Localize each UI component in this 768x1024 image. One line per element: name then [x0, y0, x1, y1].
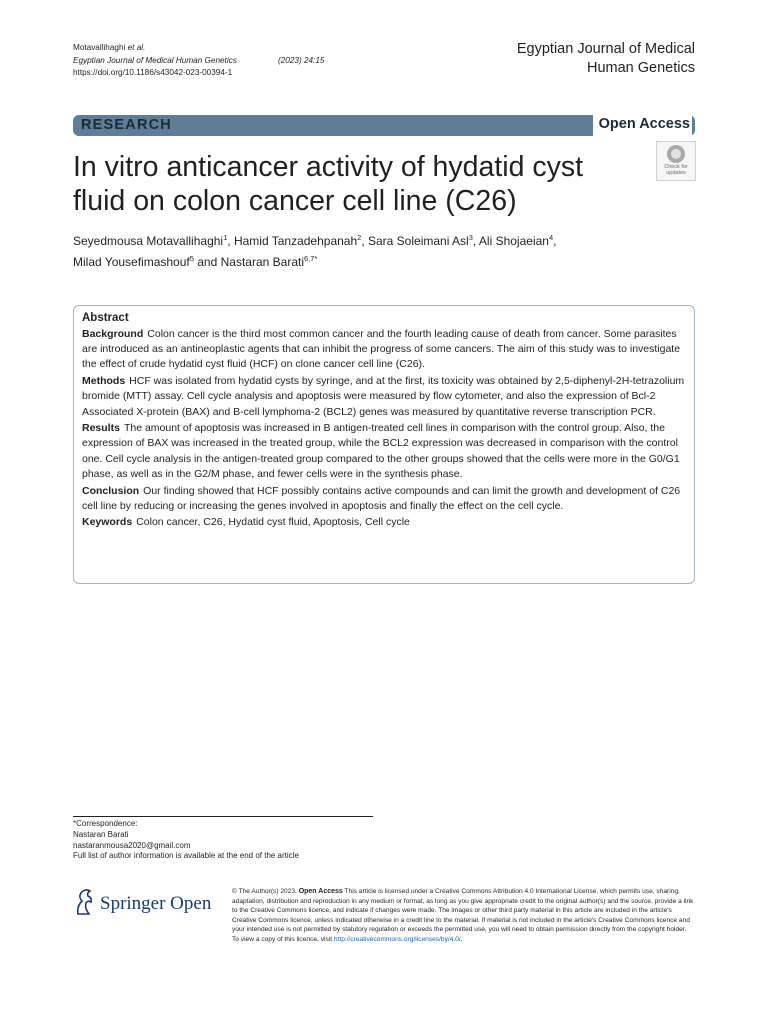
springer-horse-icon: [73, 888, 95, 916]
citation-doi[interactable]: https://doi.org/10.1186/s43042-023-00394-1: [73, 68, 233, 77]
abstract-heading: Abstract: [82, 312, 129, 324]
abstract-box: [73, 305, 695, 584]
article-type-banner: [73, 115, 695, 136]
abstract-conclusion: Conclusion Our finding showed that HCF possibly contains active compounds and can limit the growth and development of C26 cell line by reducing or increasing the genes involved in apoptosis and finally the effect on the cell cycle.: [82, 484, 681, 512]
correspondence-block: *Correspondence: Nastaran Barati nastaranmousa2020@gmail.com Full list of author information is available at the end of the article: [73, 819, 299, 861]
license-text: © The Author(s) 2023. Open Access This article is licensed under a Creative Commons Attribution 4.0 International License, which permits use, sharing, adaptation, distribution and reproduction in any medium or format, as long as you give appropriate credit to the original author(s) and the source, provide a link to the Creative Commons licence, and indicate if changes were made. The images or other third party material in this article are included in the article's Creative Commons licence, unless indicated otherwise in a credit line to the material. If material is not included in the article's Creative Commons licence and your intended use is not permitted by statutory regulation or exceeds the permitted use, you will need to obtain permission directly from the copyright holder. To view a copy of this licence, visit http://creativecommons.org/licenses/by/4.0/.: [232, 888, 694, 943]
abstract-results: Results The amount of apoptosis was increased in B antigen-treated cell lines in comparison with the control group. Also, the expression of BAX was increased in the treated group, while the BCL2 expression was decreased in comparison with the control one. Cell cycle analysis in the antigen-treated group compared to the other groups showed that the cells were more in the G0/G1 phase, as well as in the G2/M phase, and fewer cells were in the synthesis phase.: [82, 422, 680, 480]
author-affiliation: 2: [357, 233, 362, 242]
abstract-methods: Methods HCF was isolated from hydatid cysts by syringe, and at the first, its toxicity was obtained by 2,5-diphenyl-2H-tetrazolium bromide (MTT) assay. Cell cycle analysis and apoptosis were measured by flow cytometer, and also the expression of Bcl-2 Associated X-protein (BAX) and B-cell lymphoma-2 (BCL2) genes was measured by quantitative reverse transcription PCR.: [82, 375, 685, 418]
abstract-keywords: Keywords Colon cancer, C26, Hydatid cyst fluid, Apoptosis, Cell cycle: [82, 516, 410, 529]
citation-journal: Egyptian Journal of Medical Human Genetics: [73, 55, 237, 65]
citation-year-volume: (2023) 24:15: [278, 55, 325, 65]
author-name: Seyedmousa Motavallihaghi: [73, 234, 224, 248]
author-affiliation: 4: [548, 233, 554, 242]
author-list: Seyedmousa Motavallihaghi$^1$, Hamid Tanzadehpanah$^2$, Sara Soleimani Asl$^3$, Ali Shojaeian$^4$, Milad Yousefimashouf$^5$ and Nastaran Barati$^{6,7*}$: [73, 233, 557, 269]
open-access-label: Open Access: [593, 115, 692, 136]
author-name: Ali Shojaeian: [478, 234, 549, 248]
author-name: Hamid Tanzadehpanah: [233, 234, 358, 248]
citation-authors: Motavallihaghi et al.: [73, 43, 146, 52]
journal-name: Egyptian Journal of Medical Human Genetics: [516, 41, 695, 76]
author-name: Nastaran Barati: [220, 255, 304, 269]
springer-open-text: Springer Open: [100, 893, 212, 914]
check-for-updates-badge[interactable]: Check for updates: [656, 141, 696, 181]
citation-block: [73, 42, 325, 80]
correspondence-email[interactable]: nastaranmousa2020@gmail.com: [73, 840, 191, 850]
research-label: RESEARCH: [81, 117, 172, 133]
article-title: In vitro anticancer activity of hydatid cyst fluid on colon cancer cell line (C26): [73, 151, 584, 217]
author-affiliation: 6,7*: [304, 254, 318, 263]
author-affiliation: 3: [468, 233, 473, 242]
check-updates-icon: [667, 145, 685, 163]
springer-open-logo[interactable]: [73, 888, 218, 920]
footnote-divider: [73, 816, 373, 817]
author-affiliation: 1: [223, 233, 228, 242]
license-link[interactable]: http://creativecommons.org/licenses/by/4.0/: [333, 935, 461, 943]
author-name: Milad Yousefimashouf: [73, 255, 190, 269]
abstract-background: Background Colon cancer is the third most common cancer and the fourth leading cause of death from cancer. Some parasites are introduced as an antineoplastic agents that can inhibit the progress of some cancers. The aim of this study was to investigate the effect of crude hydatid cyst fluid (HCF) on clone cancer cell line (C26).: [82, 328, 681, 371]
author-affiliation: 5: [189, 254, 194, 263]
author-name: Sara Soleimani Asl: [368, 234, 469, 248]
